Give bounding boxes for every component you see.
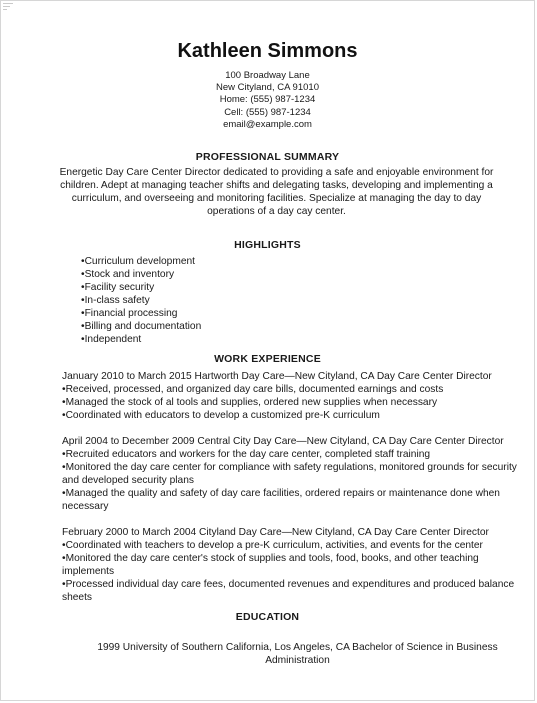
- highlight-item: • Facility security: [81, 281, 201, 294]
- job-bullet: • Coordinated with teachers to develop a pre-K curriculum, activities, and events for the center: [62, 539, 530, 552]
- job-bullet: • Monitored the day care center's stock of supplies and tools, food, books, and other teaching implements: [62, 552, 530, 578]
- highlights-heading: HIGHLIGHTS: [234, 239, 301, 251]
- highlight-item: • In-class safety: [81, 294, 201, 307]
- highlight-item: • Billing and documentation: [81, 320, 201, 333]
- highlight-item: • Financial processing: [81, 307, 201, 320]
- education-heading: EDUCATION: [235, 611, 300, 623]
- job-bullet: • Coordinated with educators to develop a customized pre-K curriculum: [62, 409, 530, 422]
- job-bullet: • Processed individual day care fees, documented revenues and expenditures and produced balance sheets: [62, 578, 530, 604]
- job-bullet: • Received, processed, and organized day care bills, documented earnings and costs: [62, 383, 530, 396]
- contact-city: New Cityland, CA 91010: [216, 82, 319, 94]
- job-bullet: • Recruited educators and workers for the day care center, completed staff training: [62, 448, 530, 461]
- job-entry: [62, 370, 530, 422]
- summary-text: Energetic Day Care Center Director dedicated to providing a safe and enjoyable environment for children. Adept at managing teacher shifts and delegating tasks, developing and implementing a curriculum, and overseeing and monitoring facilities. Specialize at managing the day to day operations of a day cay center.: [59, 167, 494, 217]
- job-entry: [62, 435, 530, 513]
- highlight-item: • Curriculum development: [81, 255, 201, 268]
- education-text: 1999 University of Southern California, Los Angeles, CA Bachelor of Science in Business Administration: [97, 642, 498, 666]
- highlights-list: [81, 255, 201, 346]
- job-title: April 2004 to December 2009 Central City Day Care—New Cityland, CA Day Care Center Director: [62, 436, 504, 447]
- job-title: February 2000 to March 2004 Cityland Day Care—New Cityland, CA Day Care Center Director: [62, 527, 489, 538]
- highlight-item: • Stock and inventory: [81, 268, 201, 281]
- experience-heading: WORK EXPERIENCE: [214, 353, 321, 365]
- job-title: January 2010 to March 2015 Hartworth Day Care—New Cityland, CA Day Care Center Director: [62, 371, 492, 382]
- job-bullet: • Managed the stock of al tools and supplies, ordered new supplies when necessary: [62, 396, 530, 409]
- job-bullet: • Managed the quality and safety of day care facilities, ordered repairs or maintenance done when necessary: [62, 487, 530, 513]
- contact-street: 100 Broadway Lane: [225, 70, 310, 81]
- contact-cell-phone: Cell: (555) 987-1234: [224, 106, 311, 118]
- highlight-item: • Independent: [81, 333, 201, 346]
- job-bullet: • Monitored the day care center for compliance with safety regulations, monitored grounds for security and developed security plans: [62, 461, 530, 487]
- contact-block: [1, 70, 534, 131]
- resume-name: Kathleen Simmons: [177, 40, 358, 62]
- contact-email: email@example.com: [223, 118, 312, 130]
- corner-mark: [3, 3, 13, 11]
- summary-heading: PROFESSIONAL SUMMARY: [195, 151, 340, 163]
- contact-home-phone: Home: (555) 987-1234: [219, 94, 316, 106]
- job-entry: [62, 526, 530, 604]
